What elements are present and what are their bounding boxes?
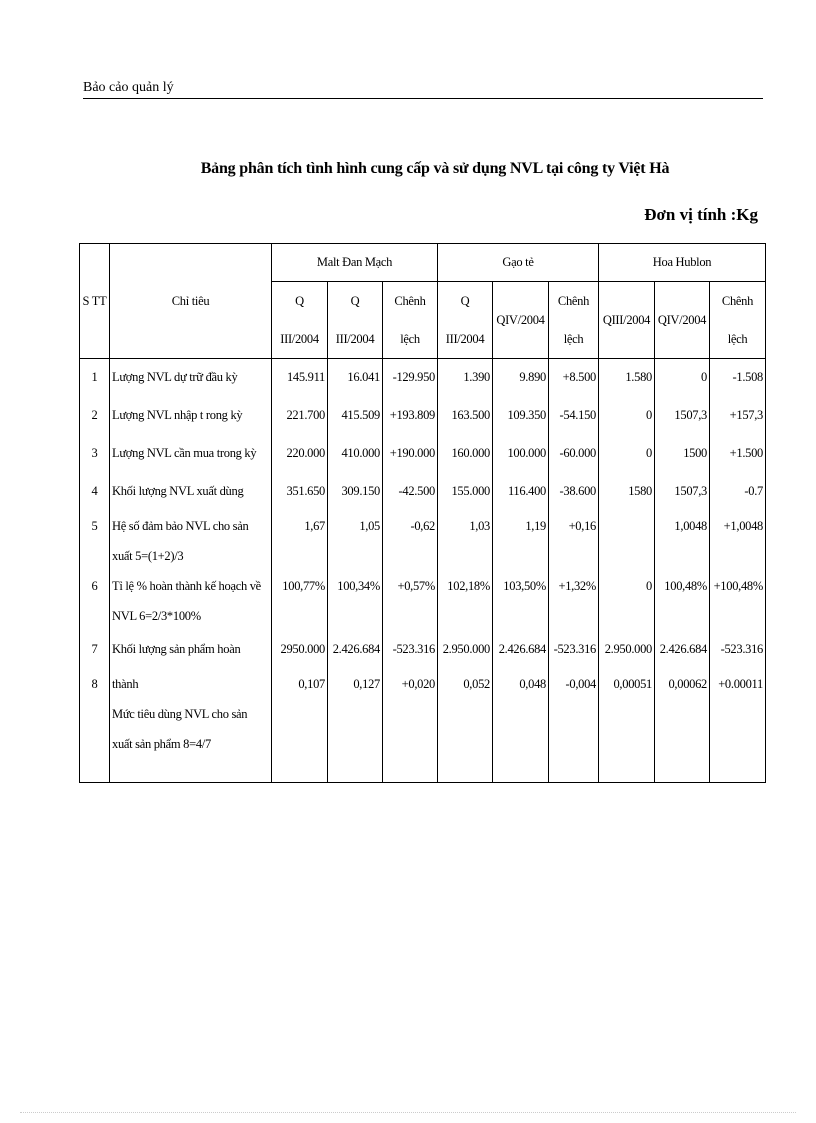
value-cell: +0,020 (383, 669, 438, 783)
row-number: 2 (80, 397, 110, 435)
value-cell: -129.950 (383, 359, 438, 397)
row-number: 5 (80, 511, 110, 571)
row-number: 4 (80, 473, 110, 511)
value-cell: 0,052 (438, 669, 493, 783)
value-cell: 220.000 (272, 435, 328, 473)
value-cell: 0,048 (493, 669, 549, 783)
analysis-table (79, 243, 766, 783)
value-cell: 0 (599, 571, 655, 631)
value-cell: 1507,3 (655, 397, 710, 435)
table-row (80, 631, 766, 669)
value-cell: 160.000 (438, 435, 493, 473)
sub-header: QIV/2004 (655, 282, 710, 359)
row-number: 8 (80, 669, 110, 783)
value-cell: 0,127 (328, 669, 383, 783)
value-cell: 102,18% (438, 571, 493, 631)
value-cell: 163.500 (438, 397, 493, 435)
value-cell: -54.150 (549, 397, 599, 435)
table-row (80, 571, 766, 631)
row-label: thành Mức tiêu dùng NVL cho sản xuất sản phẩm 8=4/7 (110, 669, 272, 783)
value-cell: 415.509 (328, 397, 383, 435)
value-cell: 109.350 (493, 397, 549, 435)
value-cell: +1,0048 (710, 511, 766, 571)
value-cell: 2950.000 (272, 631, 328, 669)
row-label: Tỉ lệ % hoàn thành kế hoạch về NVL 6=2/3*100% (110, 571, 272, 631)
row-number: 6 (80, 571, 110, 631)
value-cell: 1580 (599, 473, 655, 511)
value-cell: 100.000 (493, 435, 549, 473)
row-label: Khối lượng NVL xuất dùng (110, 473, 272, 511)
value-cell: +157,3 (710, 397, 766, 435)
sub-header: Chênh lệch (710, 282, 766, 359)
value-cell: 2.950.000 (599, 631, 655, 669)
value-cell: 1,03 (438, 511, 493, 571)
value-cell: -0,004 (549, 669, 599, 783)
stt-header: S TT (80, 244, 110, 359)
value-cell: +0.00011 (710, 669, 766, 783)
value-cell: 1,05 (328, 511, 383, 571)
value-cell: 9.890 (493, 359, 549, 397)
value-cell: 410.000 (328, 435, 383, 473)
value-cell: 0,00062 (655, 669, 710, 783)
sub-header: QIV/2004 (493, 282, 549, 359)
row-label: Khối lượng sản phẩm hoàn (110, 631, 272, 669)
value-cell: -0,62 (383, 511, 438, 571)
value-cell: 1507,3 (655, 473, 710, 511)
value-cell: 0 (599, 397, 655, 435)
row-label: Lượng NVL dự trữ đầu kỳ (110, 359, 272, 397)
value-cell: 16.041 (328, 359, 383, 397)
value-cell: 103,50% (493, 571, 549, 631)
value-cell: -0.7 (710, 473, 766, 511)
value-cell: 0,00051 (599, 669, 655, 783)
value-cell: 351.650 (272, 473, 328, 511)
value-cell: 2.426.684 (493, 631, 549, 669)
value-cell: 2.426.684 (655, 631, 710, 669)
table-row (80, 669, 766, 783)
sub-header: Q III/2004 (328, 282, 383, 359)
row-label: Lượng NVL cần mua trong kỳ (110, 435, 272, 473)
value-cell: 1.580 (599, 359, 655, 397)
group-hops: Hoa Hublon (599, 244, 766, 282)
value-cell: 155.000 (438, 473, 493, 511)
value-cell: +193.809 (383, 397, 438, 435)
unit-label: Đơn vị tính :Kg (644, 205, 758, 224)
value-cell: 0 (655, 359, 710, 397)
value-cell: 0 (599, 435, 655, 473)
group-rice: Gạo tẻ (438, 244, 599, 282)
value-cell: +0,16 (549, 511, 599, 571)
value-cell: 100,34% (328, 571, 383, 631)
value-cell: +190.000 (383, 435, 438, 473)
value-cell: -60.000 (549, 435, 599, 473)
page-bottom-divider (20, 1112, 796, 1113)
value-cell: 2.950.000 (438, 631, 493, 669)
document-header: Bảo cảo quản lý (83, 78, 763, 99)
sub-header: Q III/2004 (438, 282, 493, 359)
table-title: Bảng phân tích tình hình cung cấp và sử dụng NVL tại công ty Việt Hà (200, 160, 670, 177)
value-cell (599, 511, 655, 571)
value-cell: 145.911 (272, 359, 328, 397)
row-label: Hệ số đảm bảo NVL cho sản xuất 5=(1+2)/3 (110, 511, 272, 571)
group-malt: Malt Đan Mạch (272, 244, 438, 282)
value-cell: 1,0048 (655, 511, 710, 571)
value-cell: 2.426.684 (328, 631, 383, 669)
indicator-header: Chỉ tiêu (110, 244, 272, 359)
table-row (80, 397, 766, 435)
row-number: 1 (80, 359, 110, 397)
sub-header: QIII/2004 (599, 282, 655, 359)
value-cell: -1.508 (710, 359, 766, 397)
value-cell: 1,67 (272, 511, 328, 571)
value-cell: +1.500 (710, 435, 766, 473)
value-cell: 116.400 (493, 473, 549, 511)
value-cell: -38.600 (549, 473, 599, 511)
value-cell: 100,77% (272, 571, 328, 631)
value-cell: +100,48% (710, 571, 766, 631)
value-cell: 221.700 (272, 397, 328, 435)
value-cell: -523.316 (383, 631, 438, 669)
value-cell: 1.390 (438, 359, 493, 397)
sub-header: Chênh lệch (549, 282, 599, 359)
row-label: Lượng NVL nhập t rong kỳ (110, 397, 272, 435)
row-number: 3 (80, 435, 110, 473)
value-cell: -523.316 (710, 631, 766, 669)
value-cell: -42.500 (383, 473, 438, 511)
table-row (80, 473, 766, 511)
value-cell: 100,48% (655, 571, 710, 631)
table-row (80, 435, 766, 473)
value-cell: 1500 (655, 435, 710, 473)
value-cell: 1,19 (493, 511, 549, 571)
value-cell: -523.316 (549, 631, 599, 669)
value-cell: 309.150 (328, 473, 383, 511)
value-cell: +8.500 (549, 359, 599, 397)
row-number: 7 (80, 631, 110, 669)
table-row (80, 511, 766, 571)
table-row (80, 359, 766, 397)
value-cell: 0,107 (272, 669, 328, 783)
sub-header: Q III/2004 (272, 282, 328, 359)
value-cell: +0,57% (383, 571, 438, 631)
value-cell: +1,32% (549, 571, 599, 631)
sub-header: Chênh lệch (383, 282, 438, 359)
